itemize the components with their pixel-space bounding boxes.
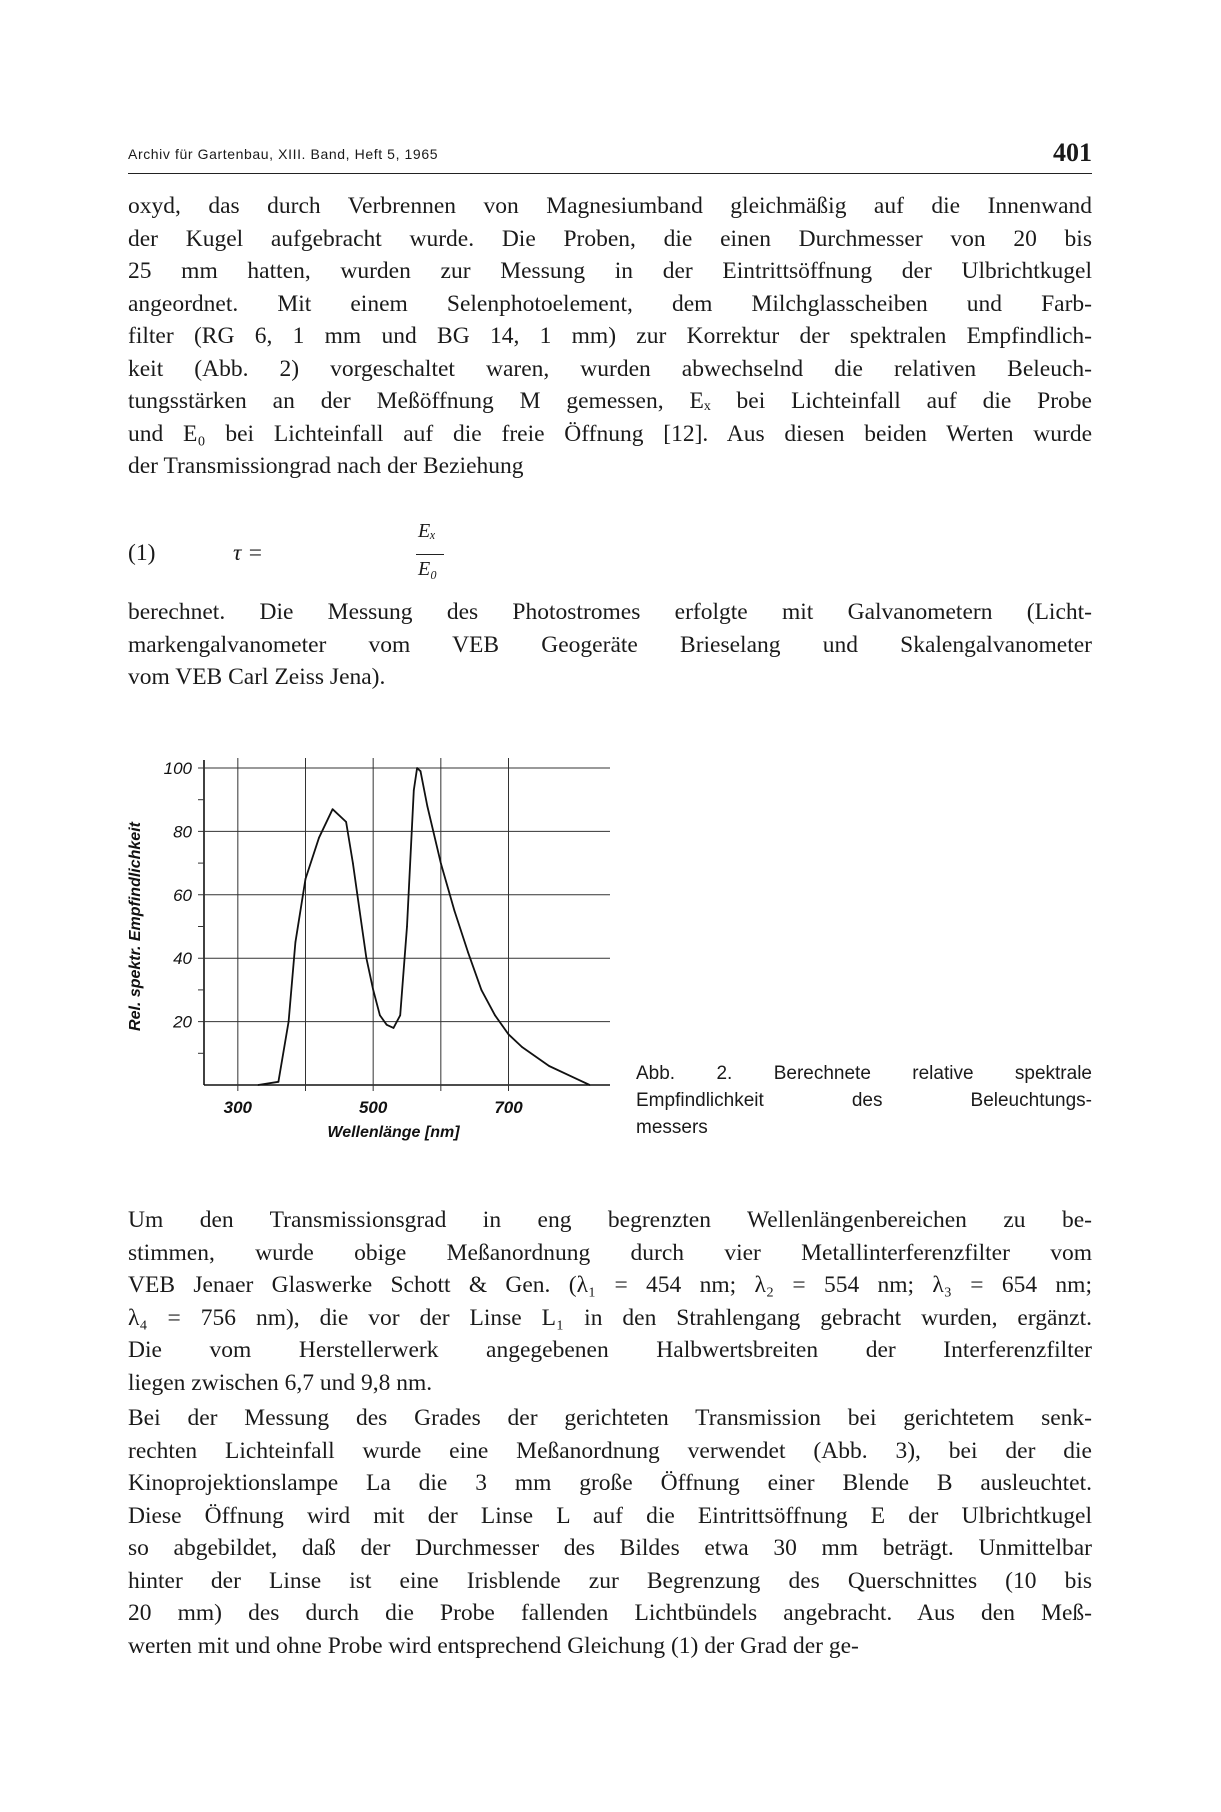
x-tick-label: 300 [223,1098,253,1117]
paragraph-3-line: λ₄ = 756 nm), die vor der Linse L₁ in den Strahlengang gebracht wurden, ergänzt. [128,1304,1092,1331]
fraction-bar [416,554,444,555]
paragraph-1-line: angeordnet. Mit einem Selenphotoelement, dem Milchglasscheiben und Farb- [128,290,1092,317]
y-tick-label: 20 [173,1012,192,1032]
header-rule [128,173,1092,174]
paragraph-3-line: Um den Transmissionsgrad in eng begrenzten Wellenlängenbereichen zu be- [128,1207,1092,1233]
curve-point [416,767,418,769]
y-tick-label: 60 [173,885,192,905]
curve-point [295,942,297,944]
curve-point [467,951,469,953]
curve-point [427,805,429,807]
curve-point [440,862,442,864]
curve-point [413,789,415,791]
curve-point [521,1046,523,1048]
paragraph-2-line: markengalvanometer vom VEB Geogeräte Brieselang und Skalengalvanometer [128,631,1092,658]
paragraph-1-line: 25 mm hatten, wurden zur Messung in der Eintrittsöffnung der Ulbrichtkugel [128,258,1092,284]
curve-point [305,878,307,880]
curve-point [548,1065,550,1067]
curve-point [399,1014,401,1016]
paragraph-1-line: der Transmissiongrad nach der Beziehung [128,453,524,479]
curve-point [386,1024,388,1026]
curve-point [494,1014,496,1016]
journal-citation: Archiv für Gartenbau, XIII. Band, Heft 5, 1965 [128,146,439,162]
paragraph-4-line: 20 mm) des durch die Probe fallenden Lichtbündels angebracht. Aus den Meß- [128,1600,1092,1626]
page-number: 401 [1053,138,1092,167]
caption-line: Empfindlichkeit des Beleuchtungs- [636,1090,1092,1111]
curve-point [352,862,354,864]
paragraph-4-line: Diese Öffnung wird mit der Linse L auf die Eintrittsöffnung E der Ulbrichtkugel [128,1502,1092,1529]
curve-point [481,989,483,991]
paragraph-4-line: hinter der Linse ist eine Irisblende zur Begrenzung des Querschnittes (10 bis [128,1567,1092,1594]
spectral-sensitivity-chart [118,740,618,1150]
x-tick-label: 700 [494,1098,523,1117]
paragraph-1-line: oxyd, das durch Verbrennen von Magnesiumband gleichmäßig auf die Innenwand [128,193,1092,219]
x-axis-label: Wellenlänge [nm] [327,1124,460,1141]
curve-point [379,1014,381,1016]
paragraph-4-line: Kinoprojektionslampe La die 3 mm große Öffnung einer Blende B ausleuchtet. [128,1470,1092,1496]
paragraph-4-line: so abgebildet, daß der Durchmesser des Bildes etwa 30 mm beträgt. Unmittelbar [128,1535,1092,1561]
paragraph-3 [128,1204,1092,1399]
equation-lhs: τ = [233,540,264,566]
equation-1 [128,520,528,600]
curve-point [288,1021,290,1023]
curve-point [372,989,374,991]
caption-line: Abb. 2. Berechnete relative spektrale [636,1063,1092,1084]
equation-number: (1) [128,540,156,566]
y-tick-label: 40 [173,949,192,969]
running-header [128,140,1092,176]
paragraph-3-line: liegen zwischen 6,7 und 9,8 nm. [128,1369,433,1396]
curve-point [508,1033,510,1035]
equation-denominator: E₀ [418,558,438,580]
paragraph-1-line: und E₀ bei Lichteinfall auf die freie Öffnung [12]. Aus diesen beiden Werten wurde [128,420,1092,447]
paragraph-2-line: vom VEB Carl Zeiss Jena). [128,664,386,690]
curve-point [332,808,334,810]
paragraph-1 [128,190,1092,483]
curve-point [366,957,368,959]
y-tick-label: 100 [163,759,192,778]
curve-point [575,1078,577,1080]
curve-point [406,926,408,928]
paragraph-4-line: rechten Lichteinfall wurde eine Meßanordnung verwendet (Abb. 3), bei der die [128,1437,1092,1464]
paragraph-4 [128,1402,1092,1662]
curve-point [393,1027,395,1029]
curve-point [420,770,422,772]
y-axis-label: Rel. spektr. Empfindlichkeit [127,822,144,1031]
curve-point [318,837,320,839]
paragraph-1-line: keit (Abb. 2) vorgeschaltet waren, wurden abwechselnd die relativen Beleuch- [128,355,1092,382]
paragraph-3-line: VEB Jenaer Glaswerke Schott & Gen. (λ₁ = 454 nm; λ₂ = 554 nm; λ₃ = 654 nm; [128,1272,1092,1298]
curve-point [359,910,361,912]
curve-point [278,1081,280,1083]
paragraph-1-line: tungsstärken an der Meßöffnung M gemessen, Eₓ bei Lichteinfall auf die Probe [128,388,1092,414]
paragraph-2-line: berechnet. Die Messung des Photostromes erfolgte mit Galvanometern (Licht- [128,599,1092,625]
paragraph-1-line: filter (RG 6, 1 mm und BG 14, 1 mm) zur Korrektur der spektralen Empfindlich- [128,323,1092,349]
y-tick-label: 80 [173,822,192,842]
sensitivity-curve [258,768,590,1085]
figure-caption [636,1060,1092,1141]
paragraph-4-line: werten mit und ohne Probe wird entsprechend Gleichung (1) der Grad der ge- [128,1632,859,1659]
paragraph-4-line: Bei der Messung des Grades der gerichteten Transmission bei gerichtetem senk- [128,1405,1092,1431]
curve-point [257,1084,259,1086]
paragraph-3-line: stimmen, wurde obige Meßanordnung durch vier Metallinterferenzfilter vom [128,1239,1092,1266]
paragraph-2 [128,596,1092,694]
x-tick-label: 500 [358,1098,388,1117]
curve-point [589,1084,591,1086]
curve-point [454,910,456,912]
paragraph-1-line: der Kugel aufgebracht wurde. Die Proben, die einen Durchmesser von 20 bis [128,225,1092,252]
curve-point [345,821,347,823]
equation-numerator: Eₓ [418,520,436,542]
caption-line: messers [636,1117,708,1138]
paragraph-3-line: Die vom Herstellerwerk angegebenen Halbwertsbreiten der Interferenzfilter [128,1337,1092,1363]
